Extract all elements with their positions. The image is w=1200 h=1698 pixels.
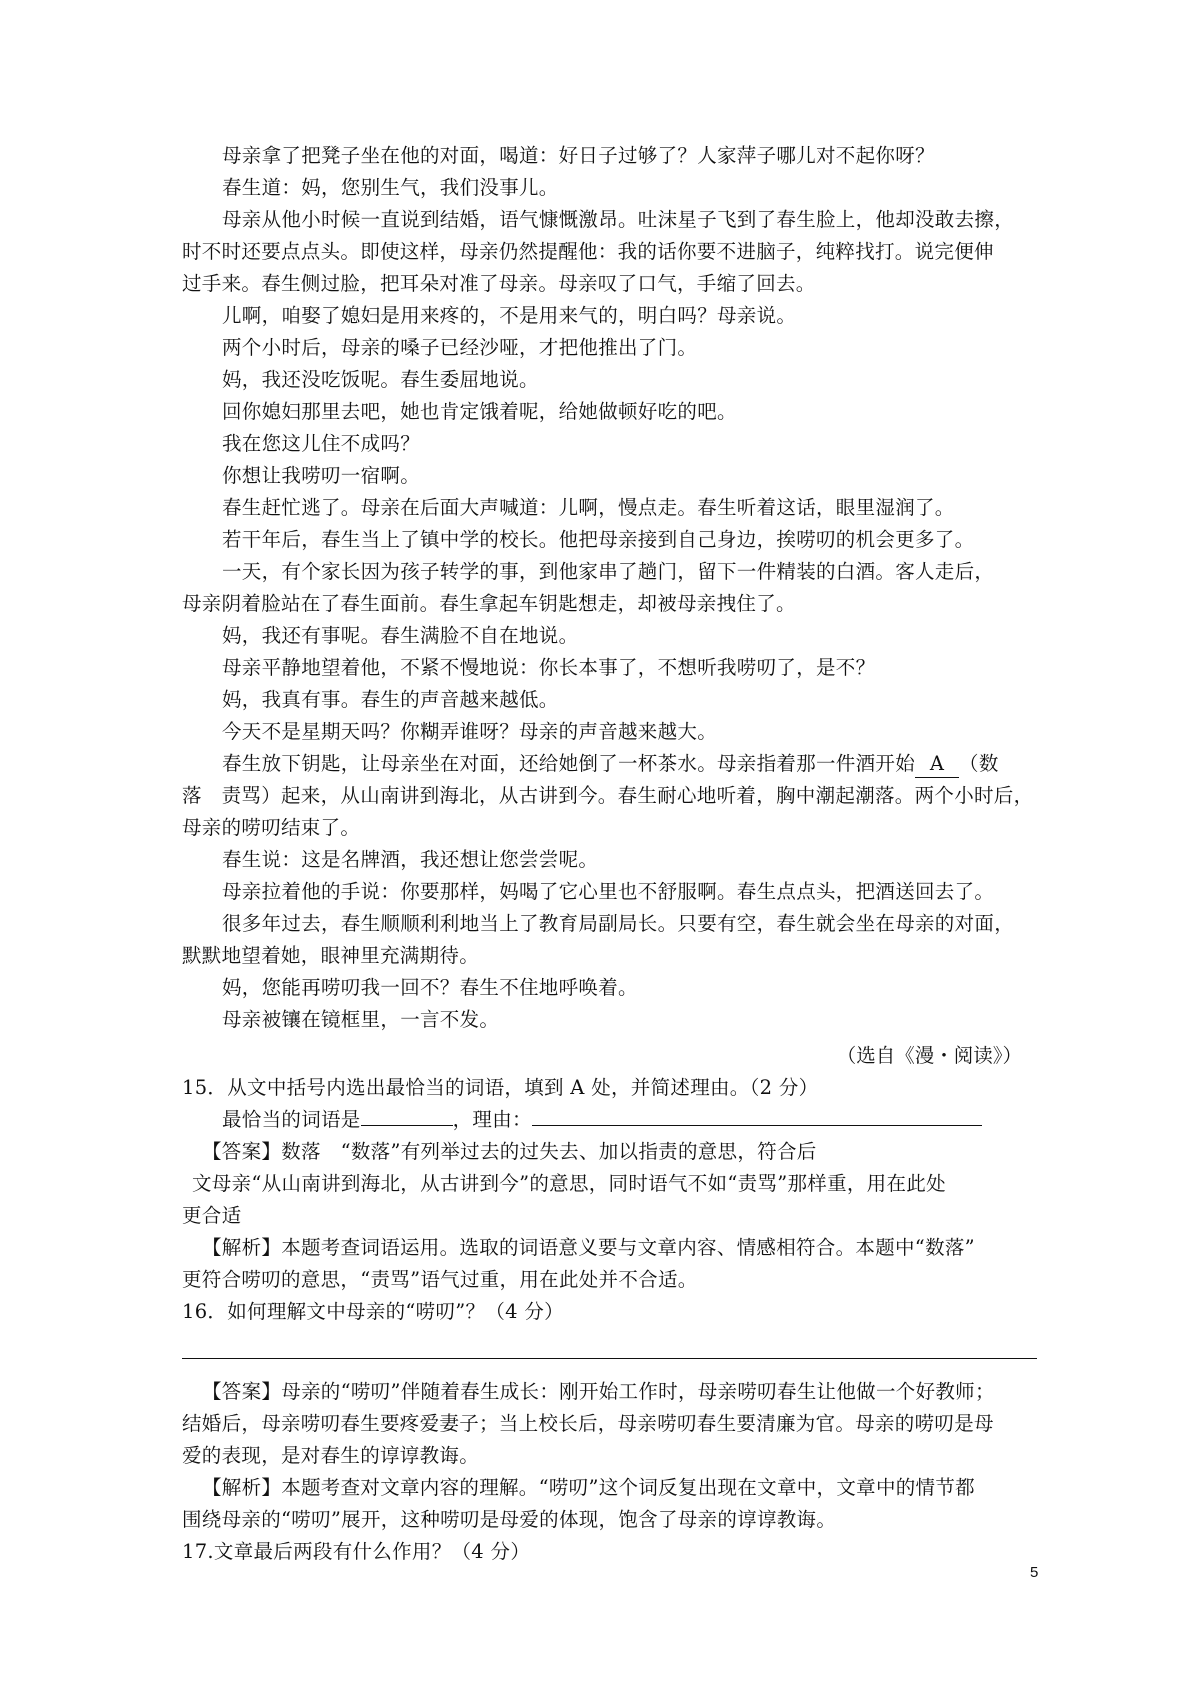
story-paragraph: 母亲平静地望着他，不紧不慢地说：你长本事了，不想听我唠叨了，是不？: [222, 656, 876, 679]
q16-answer-line: 【答案】母亲的“唠叨”伴随着春生成长：刚开始工作时，母亲唠叨春生让他做一个好教师；: [202, 1380, 995, 1403]
story-paragraph: 儿啊，咱娶了媳妇是用来疼的，不是用来气的，明白吗？母亲说。: [222, 304, 797, 327]
blank-a: A: [915, 751, 959, 778]
story-paragraph: 回你媳妇那里去吧，她也肯定饿着呢，给她做顿好吃的吧。: [222, 400, 737, 423]
story-paragraph: 春生道：妈，您别生气，我们没事儿。: [222, 176, 559, 199]
q15-answer-line: 文母亲“从山南讲到海北，从古讲到今”的意思，同时语气不如“责骂”那样重，用在此处: [192, 1172, 946, 1195]
q15-reason-blank[interactable]: [532, 1105, 982, 1126]
story-paragraph: 今天不是星期天吗？你糊弄谁呀？母亲的声音越来越大。: [222, 720, 718, 743]
story-line: 过手来。春生侧过脸，把耳朵对准了母亲。母亲叹了口气，手缩了回去。: [182, 272, 816, 295]
story-line: 时不时还要点点头。即使这样，母亲仍然提醒他：我的话你要不进脑子，纯粹找打。说完便伸: [182, 240, 994, 263]
q15-answer-prompt: [222, 1104, 1062, 1136]
story-paragraph-with-blank: [222, 748, 1062, 780]
story-paragraph: 妈，您能再唠叨我一回不？春生不住地呼唤着。: [222, 976, 638, 999]
blank-after-text: （数: [959, 752, 999, 775]
q16-answer-line: 爱的表现，是对春生的谆谆教诲。: [182, 1444, 480, 1467]
story-line: 母亲阴着脸站在了春生面前。春生拿起车钥匙想走，却被母亲拽住了。: [182, 592, 796, 615]
q15-word-blank[interactable]: [361, 1105, 453, 1126]
story-paragraph: 妈，我还没吃饭呢。春生委屈地说。: [222, 368, 539, 391]
story-paragraph: 春生说：这是名牌酒，我还想让您尝尝呢。: [222, 848, 599, 871]
q15-analysis-line: 【解析】本题考查词语运用。选取的词语意义要与文章内容、情感相符合。本题中“数落”: [202, 1236, 975, 1259]
q15-answer-line: 更合适: [182, 1204, 242, 1227]
q16-analysis-line: 围绕母亲的“唠叨”展开，这种唠叨是母爱的体现，饱含了母亲的谆谆教诲。: [182, 1508, 837, 1531]
story-paragraph: 母亲从他小时候一直说到结婚，语气慷慨激昂。吐沫星子飞到了春生脸上，他却没敢去擦，: [222, 208, 1015, 231]
question-16: 16．如何理解文中母亲的“唠叨”？（4 分）: [182, 1300, 564, 1323]
story-paragraph: 你想让我唠叨一宿啊。: [222, 464, 421, 487]
story-paragraph: 两个小时后，母亲的嗓子已经沙哑，才把他推出了门。: [222, 336, 698, 359]
story-paragraph: 母亲拿了把凳子坐在他的对面，喝道：好日子过够了？人家萍子哪儿对不起你呀？: [222, 144, 935, 167]
q16-answer-blank-line[interactable]: [182, 1358, 1037, 1359]
q15-reason-label: ，理由：: [452, 1108, 532, 1131]
blank-before-text: 春生放下钥匙，让母亲坐在对面，还给她倒了一杯茶水。母亲指着那一件酒开始: [222, 752, 916, 775]
story-paragraph: 一天，有个家长因为孩子转学的事，到他家串了趟门，留下一件精装的白酒。客人走后，: [222, 560, 995, 583]
story-line: 默默地望着她，眼神里充满期待。: [182, 944, 480, 967]
story-paragraph: 母亲拉着他的手说：你要那样，妈喝了它心里也不舒服啊。春生点点头，把酒送回去了。: [222, 880, 995, 903]
q15-answer-line: 【答案】数落 “数落”有列举过去的过失去、加以指责的意思，符合后: [202, 1140, 817, 1163]
story-paragraph: 我在您这儿住不成吗？: [222, 432, 421, 455]
q15-analysis-line: 更符合唠叨的意思，“责骂”语气过重，用在此处并不合适。: [182, 1268, 698, 1291]
question-15: 15．从文中括号内选出最恰当的词语，填到 A 处，并简述理由。（2 分）: [182, 1076, 819, 1099]
q15-word-label: 最恰当的词语是: [222, 1108, 361, 1131]
source-citation: （选自《漫・阅读》）: [836, 1044, 1022, 1067]
story-paragraph: 若干年后，春生当上了镇中学的校长。他把母亲接到自己身边，挨唠叨的机会更多了。: [222, 528, 975, 551]
story-line: 落 责骂）起来，从山南讲到海北，从古讲到今。春生耐心地听着，胸中潮起潮落。两个小时后，: [182, 784, 1034, 807]
page-number: 5: [1030, 1564, 1039, 1581]
story-line: 母亲的唠叨结束了。: [182, 816, 361, 839]
story-paragraph: 很多年过去，春生顺顺利利地当上了教育局副局长。只要有空，春生就会坐在母亲的对面，: [222, 912, 1015, 935]
story-paragraph: 妈，我真有事。春生的声音越来越低。: [222, 688, 559, 711]
q16-analysis-line: 【解析】本题考查对文章内容的理解。“唠叨”这个词反复出现在文章中，文章中的情节都: [202, 1476, 975, 1499]
question-17: 17.文章最后两段有什么作用？（4 分）: [182, 1540, 531, 1563]
story-paragraph: 春生赶忙逃了。母亲在后面大声喊道：儿啊，慢点走。春生听着这话，眼里湿润了。: [222, 496, 955, 519]
story-paragraph: 妈，我还有事呢。春生满脸不自在地说。: [222, 624, 579, 647]
q16-answer-line: 结婚后，母亲唠叨春生要疼爱妻子；当上校长后，母亲唠叨春生要清廉为官。母亲的唠叨是母: [182, 1412, 994, 1435]
story-paragraph: 母亲被镶在镜框里，一言不发。: [222, 1008, 500, 1031]
